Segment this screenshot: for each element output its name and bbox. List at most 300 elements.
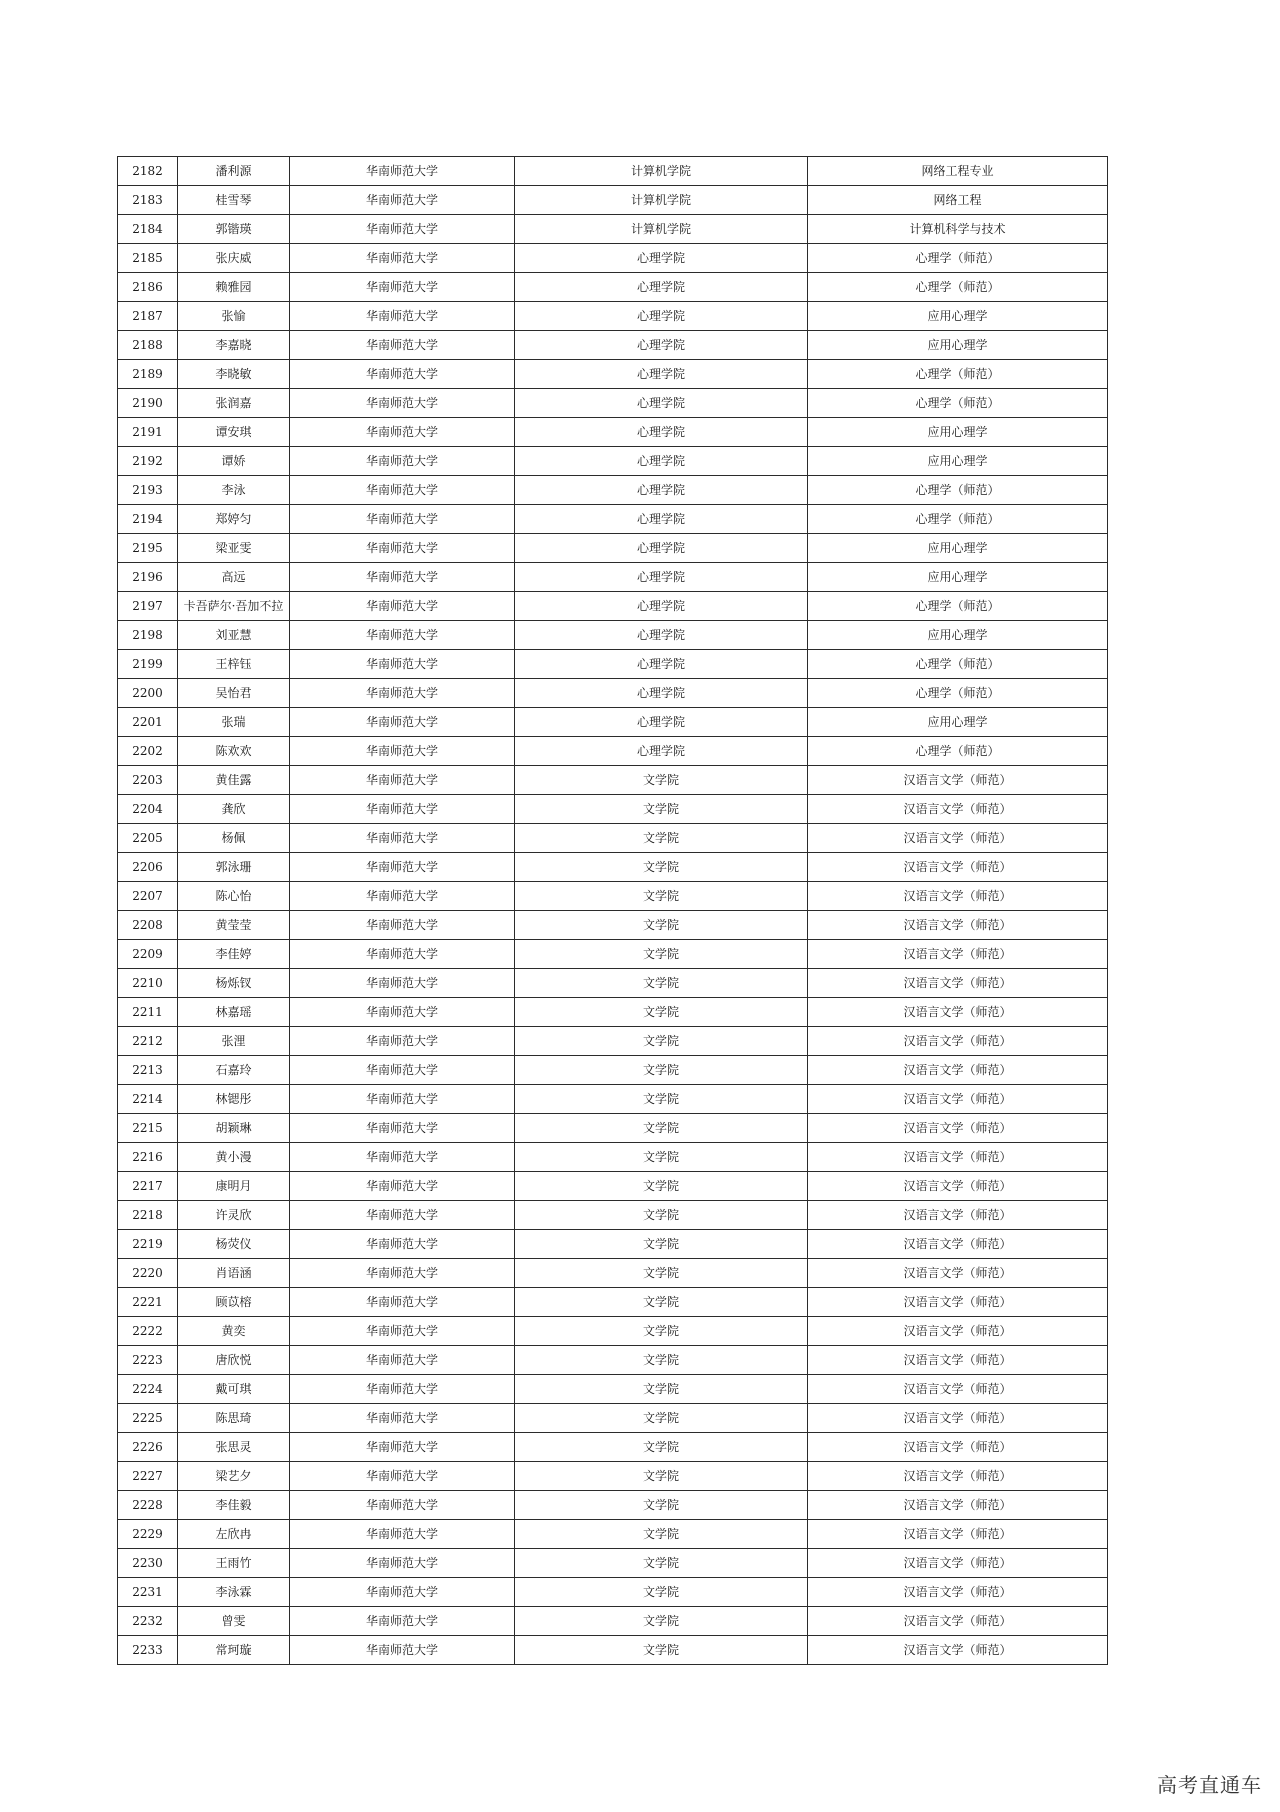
college-cell: 文学院 (515, 1143, 808, 1172)
student-name-cell: 杨荧仪 (178, 1230, 290, 1259)
table-row (118, 940, 1108, 969)
student-name-cell: 黄奕 (178, 1317, 290, 1346)
university-cell: 华南师范大学 (290, 940, 515, 969)
college-cell: 心理学院 (515, 389, 808, 418)
college-cell: 心理学院 (515, 621, 808, 650)
table-row (118, 1578, 1108, 1607)
college-cell: 心理学院 (515, 534, 808, 563)
major-cell: 汉语言文学（师范） (808, 795, 1108, 824)
university-cell: 华南师范大学 (290, 186, 515, 215)
university-cell: 华南师范大学 (290, 1317, 515, 1346)
row-number-cell: 2191 (118, 418, 178, 447)
table-row (118, 389, 1108, 418)
university-cell: 华南师范大学 (290, 795, 515, 824)
university-cell: 华南师范大学 (290, 911, 515, 940)
major-cell: 汉语言文学（师范） (808, 940, 1108, 969)
major-cell: 心理学（师范） (808, 476, 1108, 505)
university-cell: 华南师范大学 (290, 534, 515, 563)
row-number-cell: 2186 (118, 273, 178, 302)
university-cell: 华南师范大学 (290, 273, 515, 302)
college-cell: 心理学院 (515, 302, 808, 331)
college-cell: 文学院 (515, 1346, 808, 1375)
student-name-cell: 张瑞 (178, 708, 290, 737)
major-cell: 汉语言文学（师范） (808, 824, 1108, 853)
major-cell: 汉语言文学（师范） (808, 911, 1108, 940)
major-cell: 汉语言文学（师范） (808, 969, 1108, 998)
college-cell: 文学院 (515, 1375, 808, 1404)
table-row (118, 534, 1108, 563)
college-cell: 文学院 (515, 998, 808, 1027)
table-row (118, 360, 1108, 389)
student-name-cell: 桂雪琴 (178, 186, 290, 215)
row-number-cell: 2210 (118, 969, 178, 998)
student-name-cell: 左欣冉 (178, 1520, 290, 1549)
major-cell: 汉语言文学（师范） (808, 1288, 1108, 1317)
student-name-cell: 林锶彤 (178, 1085, 290, 1114)
student-name-cell: 曾雯 (178, 1607, 290, 1636)
college-cell: 心理学院 (515, 447, 808, 476)
student-name-cell: 李泳霖 (178, 1578, 290, 1607)
university-cell: 华南师范大学 (290, 1549, 515, 1578)
table-row (118, 766, 1108, 795)
university-cell: 华南师范大学 (290, 1578, 515, 1607)
table-row (118, 1462, 1108, 1491)
university-cell: 华南师范大学 (290, 766, 515, 795)
university-cell: 华南师范大学 (290, 418, 515, 447)
student-name-cell: 杨佩 (178, 824, 290, 853)
university-cell: 华南师范大学 (290, 1404, 515, 1433)
table-row (118, 1317, 1108, 1346)
college-cell: 心理学院 (515, 360, 808, 389)
college-cell: 心理学院 (515, 679, 808, 708)
row-number-cell: 2192 (118, 447, 178, 476)
row-number-cell: 2188 (118, 331, 178, 360)
college-cell: 文学院 (515, 1578, 808, 1607)
row-number-cell: 2215 (118, 1114, 178, 1143)
student-name-cell: 张润嘉 (178, 389, 290, 418)
table-row (118, 621, 1108, 650)
student-name-cell: 林嘉瑶 (178, 998, 290, 1027)
major-cell: 汉语言文学（师范） (808, 1085, 1108, 1114)
major-cell: 汉语言文学（师范） (808, 1201, 1108, 1230)
university-cell: 华南师范大学 (290, 1520, 515, 1549)
row-number-cell: 2214 (118, 1085, 178, 1114)
college-cell: 文学院 (515, 940, 808, 969)
table-row (118, 795, 1108, 824)
major-cell: 心理学（师范） (808, 650, 1108, 679)
student-name-cell: 刘亚慧 (178, 621, 290, 650)
major-cell: 汉语言文学（师范） (808, 766, 1108, 795)
university-cell: 华南师范大学 (290, 1288, 515, 1317)
university-cell: 华南师范大学 (290, 331, 515, 360)
table-row (118, 998, 1108, 1027)
major-cell: 汉语言文学（师范） (808, 1317, 1108, 1346)
table-row (118, 1491, 1108, 1520)
college-cell: 文学院 (515, 1288, 808, 1317)
student-name-cell: 张浬 (178, 1027, 290, 1056)
row-number-cell: 2201 (118, 708, 178, 737)
university-cell: 华南师范大学 (290, 360, 515, 389)
college-cell: 文学院 (515, 795, 808, 824)
major-cell: 汉语言文学（师范） (808, 882, 1108, 911)
university-cell: 华南师范大学 (290, 1462, 515, 1491)
student-name-cell: 赖雅园 (178, 273, 290, 302)
major-cell: 应用心理学 (808, 708, 1108, 737)
student-name-cell: 李佳毅 (178, 1491, 290, 1520)
row-number-cell: 2221 (118, 1288, 178, 1317)
student-name-cell: 张愉 (178, 302, 290, 331)
row-number-cell: 2190 (118, 389, 178, 418)
college-cell: 文学院 (515, 1317, 808, 1346)
college-cell: 计算机学院 (515, 186, 808, 215)
row-number-cell: 2226 (118, 1433, 178, 1462)
major-cell: 应用心理学 (808, 331, 1108, 360)
major-cell: 心理学（师范） (808, 273, 1108, 302)
college-cell: 计算机学院 (515, 157, 808, 186)
table-row (118, 969, 1108, 998)
university-cell: 华南师范大学 (290, 1491, 515, 1520)
table-row (118, 882, 1108, 911)
major-cell: 汉语言文学（师范） (808, 1375, 1108, 1404)
college-cell: 心理学院 (515, 244, 808, 273)
table-row (118, 679, 1108, 708)
table-row (118, 418, 1108, 447)
college-cell: 文学院 (515, 1549, 808, 1578)
row-number-cell: 2205 (118, 824, 178, 853)
college-cell: 文学院 (515, 824, 808, 853)
row-number-cell: 2229 (118, 1520, 178, 1549)
student-name-cell: 王雨竹 (178, 1549, 290, 1578)
major-cell: 汉语言文学（师范） (808, 853, 1108, 882)
student-name-cell: 谭安琪 (178, 418, 290, 447)
student-name-cell: 陈心怡 (178, 882, 290, 911)
college-cell: 文学院 (515, 1027, 808, 1056)
major-cell: 汉语言文学（师范） (808, 998, 1108, 1027)
student-name-cell: 王梓钰 (178, 650, 290, 679)
row-number-cell: 2211 (118, 998, 178, 1027)
university-cell: 华南师范大学 (290, 1346, 515, 1375)
major-cell: 汉语言文学（师范） (808, 1056, 1108, 1085)
row-number-cell: 2202 (118, 737, 178, 766)
university-cell: 华南师范大学 (290, 621, 515, 650)
major-cell: 汉语言文学（师范） (808, 1404, 1108, 1433)
major-cell: 应用心理学 (808, 563, 1108, 592)
student-name-cell: 李泳 (178, 476, 290, 505)
table-row (118, 1375, 1108, 1404)
row-number-cell: 2207 (118, 882, 178, 911)
university-cell: 华南师范大学 (290, 679, 515, 708)
student-name-cell: 戴可琪 (178, 1375, 290, 1404)
table-row (118, 1520, 1108, 1549)
university-cell: 华南师范大学 (290, 1114, 515, 1143)
college-cell: 文学院 (515, 882, 808, 911)
major-cell: 汉语言文学（师范） (808, 1259, 1108, 1288)
table-row (118, 737, 1108, 766)
major-cell: 汉语言文学（师范） (808, 1230, 1108, 1259)
table-row (118, 592, 1108, 621)
row-number-cell: 2227 (118, 1462, 178, 1491)
row-number-cell: 2218 (118, 1201, 178, 1230)
table-row (118, 186, 1108, 215)
table-row (118, 1143, 1108, 1172)
university-cell: 华南师范大学 (290, 882, 515, 911)
major-cell: 汉语言文学（师范） (808, 1520, 1108, 1549)
row-number-cell: 2195 (118, 534, 178, 563)
student-name-cell: 顾苡榕 (178, 1288, 290, 1317)
major-cell: 应用心理学 (808, 447, 1108, 476)
row-number-cell: 2182 (118, 157, 178, 186)
student-name-cell: 梁亚雯 (178, 534, 290, 563)
university-cell: 华南师范大学 (290, 476, 515, 505)
row-number-cell: 2204 (118, 795, 178, 824)
college-cell: 心理学院 (515, 418, 808, 447)
college-cell: 文学院 (515, 1201, 808, 1230)
table-row (118, 1259, 1108, 1288)
university-cell: 华南师范大学 (290, 592, 515, 621)
table-row (118, 1230, 1108, 1259)
row-number-cell: 2213 (118, 1056, 178, 1085)
college-cell: 文学院 (515, 1085, 808, 1114)
major-cell: 计算机科学与技术 (808, 215, 1108, 244)
table-row (118, 1346, 1108, 1375)
student-name-cell: 陈思琦 (178, 1404, 290, 1433)
table-row (118, 1636, 1108, 1665)
student-name-cell: 李佳婷 (178, 940, 290, 969)
university-cell: 华南师范大学 (290, 737, 515, 766)
watermark-text: 高考直通车 (1157, 1773, 1262, 1797)
row-number-cell: 2224 (118, 1375, 178, 1404)
major-cell: 心理学（师范） (808, 679, 1108, 708)
row-number-cell: 2223 (118, 1346, 178, 1375)
university-cell: 华南师范大学 (290, 998, 515, 1027)
row-number-cell: 2216 (118, 1143, 178, 1172)
row-number-cell: 2197 (118, 592, 178, 621)
row-number-cell: 2193 (118, 476, 178, 505)
row-number-cell: 2183 (118, 186, 178, 215)
major-cell: 网络工程专业 (808, 157, 1108, 186)
row-number-cell: 2220 (118, 1259, 178, 1288)
major-cell: 汉语言文学（师范） (808, 1549, 1108, 1578)
college-cell: 文学院 (515, 1230, 808, 1259)
major-cell: 汉语言文学（师范） (808, 1636, 1108, 1665)
major-cell: 汉语言文学（师范） (808, 1578, 1108, 1607)
university-cell: 华南师范大学 (290, 969, 515, 998)
row-number-cell: 2184 (118, 215, 178, 244)
major-cell: 心理学（师范） (808, 244, 1108, 273)
major-cell: 心理学（师范） (808, 389, 1108, 418)
major-cell: 汉语言文学（师范） (808, 1172, 1108, 1201)
table-row (118, 1549, 1108, 1578)
student-name-cell: 常珂璇 (178, 1636, 290, 1665)
major-cell: 应用心理学 (808, 534, 1108, 563)
college-cell: 心理学院 (515, 563, 808, 592)
college-cell: 心理学院 (515, 331, 808, 360)
row-number-cell: 2231 (118, 1578, 178, 1607)
table-row (118, 1288, 1108, 1317)
table-row (118, 708, 1108, 737)
university-cell: 华南师范大学 (290, 1259, 515, 1288)
college-cell: 心理学院 (515, 273, 808, 302)
student-name-cell: 杨烁钗 (178, 969, 290, 998)
student-name-cell: 吴怡君 (178, 679, 290, 708)
table-row (118, 302, 1108, 331)
student-name-cell: 郭泳珊 (178, 853, 290, 882)
university-cell: 华南师范大学 (290, 389, 515, 418)
row-number-cell: 2206 (118, 853, 178, 882)
student-name-cell: 唐欣悦 (178, 1346, 290, 1375)
college-cell: 计算机学院 (515, 215, 808, 244)
major-cell: 心理学（师范） (808, 360, 1108, 389)
row-number-cell: 2217 (118, 1172, 178, 1201)
row-number-cell: 2189 (118, 360, 178, 389)
university-cell: 华南师范大学 (290, 708, 515, 737)
student-name-cell: 黄小漫 (178, 1143, 290, 1172)
row-number-cell: 2232 (118, 1607, 178, 1636)
student-name-cell: 梁艺夕 (178, 1462, 290, 1491)
table-row (118, 1404, 1108, 1433)
college-cell: 文学院 (515, 1172, 808, 1201)
row-number-cell: 2203 (118, 766, 178, 795)
college-cell: 文学院 (515, 1433, 808, 1462)
table-row (118, 447, 1108, 476)
table-row (118, 1433, 1108, 1462)
university-cell: 华南师范大学 (290, 1056, 515, 1085)
major-cell: 心理学（师范） (808, 737, 1108, 766)
college-cell: 文学院 (515, 969, 808, 998)
university-cell: 华南师范大学 (290, 650, 515, 679)
major-cell: 汉语言文学（师范） (808, 1027, 1108, 1056)
college-cell: 文学院 (515, 1462, 808, 1491)
major-cell: 汉语言文学（师范） (808, 1433, 1108, 1462)
student-name-cell: 潘利源 (178, 157, 290, 186)
table-row (118, 273, 1108, 302)
row-number-cell: 2200 (118, 679, 178, 708)
student-name-cell: 陈欢欢 (178, 737, 290, 766)
table-row (118, 1114, 1108, 1143)
student-name-cell: 张庆威 (178, 244, 290, 273)
university-cell: 华南师范大学 (290, 1027, 515, 1056)
table-row (118, 650, 1108, 679)
university-cell: 华南师范大学 (290, 853, 515, 882)
table-body (118, 157, 1108, 1665)
row-number-cell: 2219 (118, 1230, 178, 1259)
table-row (118, 244, 1108, 273)
college-cell: 心理学院 (515, 708, 808, 737)
student-name-cell: 肖语涵 (178, 1259, 290, 1288)
college-cell: 文学院 (515, 1636, 808, 1665)
row-number-cell: 2199 (118, 650, 178, 679)
university-cell: 华南师范大学 (290, 1433, 515, 1462)
student-name-cell: 龚欣 (178, 795, 290, 824)
major-cell: 汉语言文学（师范） (808, 1143, 1108, 1172)
row-number-cell: 2198 (118, 621, 178, 650)
college-cell: 心理学院 (515, 737, 808, 766)
university-cell: 华南师范大学 (290, 1230, 515, 1259)
major-cell: 应用心理学 (808, 418, 1108, 447)
university-cell: 华南师范大学 (290, 1143, 515, 1172)
college-cell: 文学院 (515, 853, 808, 882)
college-cell: 心理学院 (515, 476, 808, 505)
college-cell: 心理学院 (515, 592, 808, 621)
student-name-cell: 高远 (178, 563, 290, 592)
row-number-cell: 2196 (118, 563, 178, 592)
student-name-cell: 郑婷匀 (178, 505, 290, 534)
major-cell: 心理学（师范） (808, 592, 1108, 621)
table-row (118, 824, 1108, 853)
major-cell: 汉语言文学（师范） (808, 1114, 1108, 1143)
college-cell: 文学院 (515, 1520, 808, 1549)
row-number-cell: 2209 (118, 940, 178, 969)
college-cell: 文学院 (515, 911, 808, 940)
table-row (118, 1201, 1108, 1230)
row-number-cell: 2225 (118, 1404, 178, 1433)
university-cell: 华南师范大学 (290, 824, 515, 853)
student-name-cell: 谭娇 (178, 447, 290, 476)
university-cell: 华南师范大学 (290, 1172, 515, 1201)
major-cell: 汉语言文学（师范） (808, 1607, 1108, 1636)
table-row (118, 1607, 1108, 1636)
college-cell: 文学院 (515, 766, 808, 795)
row-number-cell: 2228 (118, 1491, 178, 1520)
university-cell: 华南师范大学 (290, 1607, 515, 1636)
university-cell: 华南师范大学 (290, 244, 515, 273)
table-row (118, 1027, 1108, 1056)
major-cell: 汉语言文学（师范） (808, 1491, 1108, 1520)
major-cell: 汉语言文学（师范） (808, 1462, 1108, 1491)
university-cell: 华南师范大学 (290, 1201, 515, 1230)
college-cell: 文学院 (515, 1607, 808, 1636)
row-number-cell: 2194 (118, 505, 178, 534)
university-cell: 华南师范大学 (290, 447, 515, 476)
table-row (118, 1172, 1108, 1201)
student-name-cell: 黄佳露 (178, 766, 290, 795)
college-cell: 文学院 (515, 1114, 808, 1143)
table-row (118, 853, 1108, 882)
table-row (118, 331, 1108, 360)
college-cell: 文学院 (515, 1491, 808, 1520)
university-cell: 华南师范大学 (290, 1636, 515, 1665)
student-name-cell: 卡吾萨尔·吾加不拉 (178, 592, 290, 621)
row-number-cell: 2212 (118, 1027, 178, 1056)
row-number-cell: 2230 (118, 1549, 178, 1578)
student-name-cell: 石嘉玲 (178, 1056, 290, 1085)
college-cell: 文学院 (515, 1259, 808, 1288)
college-cell: 心理学院 (515, 650, 808, 679)
student-name-cell: 郭锴瑛 (178, 215, 290, 244)
university-cell: 华南师范大学 (290, 215, 515, 244)
student-name-cell: 黄莹莹 (178, 911, 290, 940)
university-cell: 华南师范大学 (290, 1375, 515, 1404)
university-cell: 华南师范大学 (290, 302, 515, 331)
table-row (118, 1056, 1108, 1085)
major-cell: 汉语言文学（师范） (808, 1346, 1108, 1375)
student-name-cell: 李嘉晓 (178, 331, 290, 360)
university-cell: 华南师范大学 (290, 505, 515, 534)
admission-list-table (117, 156, 1108, 1665)
row-number-cell: 2187 (118, 302, 178, 331)
student-name-cell: 康明月 (178, 1172, 290, 1201)
major-cell: 应用心理学 (808, 621, 1108, 650)
row-number-cell: 2208 (118, 911, 178, 940)
row-number-cell: 2233 (118, 1636, 178, 1665)
student-name-cell: 张思灵 (178, 1433, 290, 1462)
table-row (118, 215, 1108, 244)
university-cell: 华南师范大学 (290, 157, 515, 186)
table-row (118, 505, 1108, 534)
table-row (118, 1085, 1108, 1114)
table-row (118, 911, 1108, 940)
major-cell: 网络工程 (808, 186, 1108, 215)
